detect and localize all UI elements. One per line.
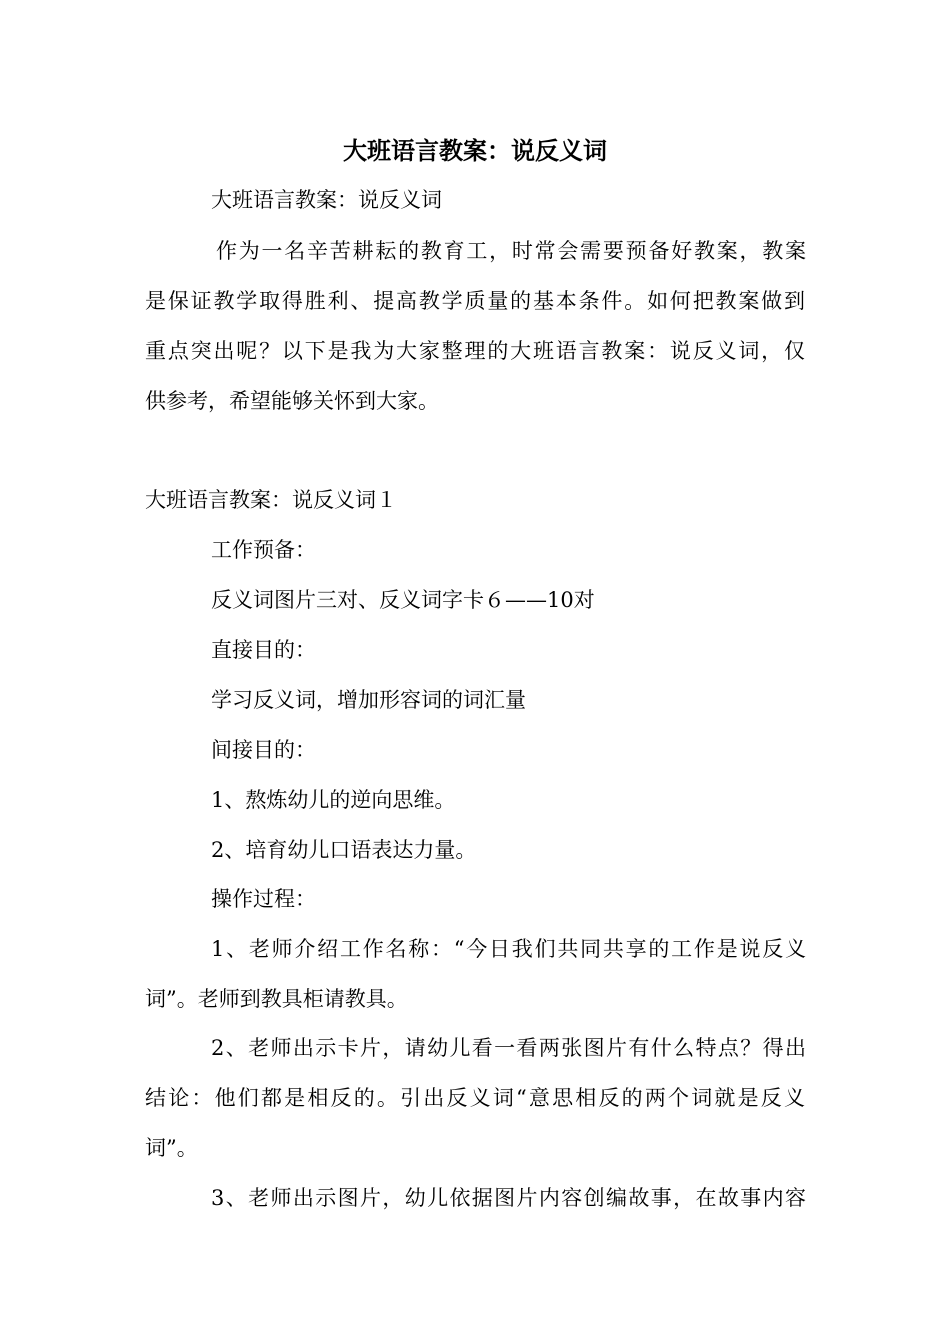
step-2-line-1: 2、老师出示卡片，请幼儿看一看两张图片有什么特点？得出 [211,1036,806,1060]
intro-line-4: 供参考，希望能够关怀到大家。 [145,389,439,413]
step-1-line-1: 1、老师介绍工作名称：“今日我们共同共享的工作是说反义 [211,937,806,961]
prep-heading: 工作预备： [211,538,316,562]
intro-line-1: 作为一名辛苦耕耘的教育工，时常会需要预备好教案，教案 [216,239,806,263]
intro-line-3: 重点突出呢？以下是我为大家整理的大班语言教案：说反义词，仅 [145,339,805,363]
prep-materials: 反义词图片三对、反义词字卡６——10对 [211,588,595,612]
subtitle-line: 大班语言教案：说反义词 [211,188,442,212]
step-1-line-2: 词”。老师到教具柜请教具。 [145,987,408,1011]
direct-goal-text: 学习反义词，增加形容词的词汇量 [211,688,526,712]
direct-goal-heading: 直接目的： [211,638,316,662]
process-heading: 操作过程： [211,887,316,911]
document-title: 大班语言教案：说反义词 [343,136,607,165]
step-2-line-2: 结论：他们都是相反的。引出反义词“意思相反的两个词就是反义 [145,1086,805,1110]
indirect-goal-heading: 间接目的： [211,738,316,762]
step-2-line-3: 词”。 [145,1136,198,1160]
intro-line-2: 是保证教学取得胜利、提高教学质量的基本条件。如何把教案做到 [145,289,805,313]
indirect-goal-1: 1、熬炼幼儿的逆向思维。 [211,788,456,812]
step-3-line-1: 3、老师出示图片，幼儿依据图片内容创编故事，在故事内容 [211,1186,806,1210]
section-heading: 大班语言教案：说反义词１ [145,488,397,512]
indirect-goal-2: 2、培育幼儿口语表达力量。 [211,838,477,862]
